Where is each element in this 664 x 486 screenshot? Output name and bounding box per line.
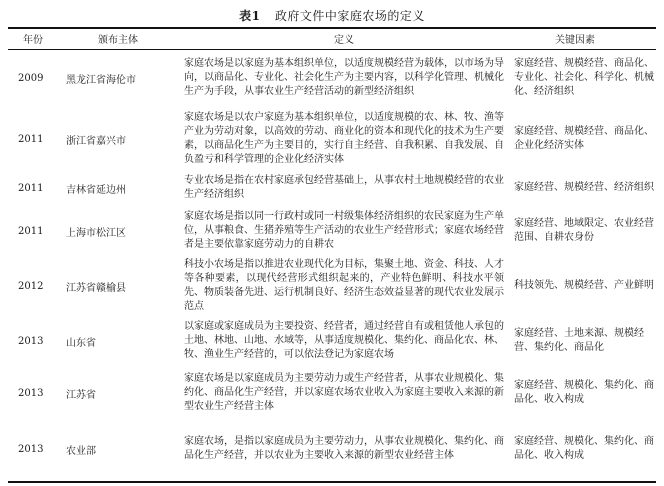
table-title: 政府文件中家庭农场的定义 <box>274 9 425 23</box>
row-keywords: 家庭经营、土地来源、规模经营、集约化、商品化 <box>514 328 644 353</box>
table-bottom-rule <box>8 481 656 483</box>
table-row <box>8 53 656 103</box>
row-entity: 农业部 <box>66 445 96 457</box>
table-row <box>8 208 656 254</box>
table-row <box>8 173 656 203</box>
row-definition: 家庭农场是以家庭成员为主要劳动力或生产经营者，从事农业规模化、集约化、商品化生产经营，并以家庭农场农业收入为家庭主要收入来源的新型农业生产经营主体 <box>184 373 504 412</box>
row-definition: 家庭农场是以农户家庭为基本组织单位，以适度规模的农、林、牧、渔等产业为劳动对象，以高效的劳动、商业化的资本和现代化的技术为生产要素，以商品化生产为主要目的，实行自主经营、自我积累、自我发展、自负盈亏和科学管理的企业化经济实体 <box>184 112 504 165</box>
table-number: 表1 <box>239 9 261 23</box>
row-keywords: 家庭经营、规模经营、经济组织 <box>514 182 654 193</box>
row-entity: 江苏省 <box>66 389 96 401</box>
row-keywords: 科技领先、规模经营、产业鲜明 <box>514 280 654 291</box>
row-year: 2013 <box>18 335 44 347</box>
row-year: 2011 <box>18 182 44 194</box>
row-entity: 山东省 <box>66 337 96 349</box>
row-keywords: 家庭经营、规模经营、商品化、企业化经济实体 <box>514 126 654 151</box>
row-entity: 上海市松江区 <box>66 227 126 239</box>
table-top-rule <box>8 27 656 29</box>
row-year: 2013 <box>18 443 44 455</box>
row-definition: 家庭农场，是指以家庭成员为主要劳动力，从事农业规模化、集约化、商品化生产经营，并以农业为主要收入来源的新型农业经营主体 <box>184 436 504 461</box>
row-entity: 江苏省赣榆县 <box>66 282 126 294</box>
row-keywords: 家庭经营、规模化、集约化、商品化、收入构成 <box>514 380 654 405</box>
header-definition: 定义 <box>334 35 354 46</box>
row-definition: 家庭农场是以家庭为基本组织单位，以适度规模经营为载体，以市场为导向，以商品化、专业化、社会化生产为主要内容，以科学化管理、机械化生产为手段，从事农业生产经营活动的新型经济组织 <box>184 58 504 97</box>
row-entity: 吉林省延边州 <box>66 184 126 196</box>
row-year: 2013 <box>18 387 44 399</box>
row-definition: 家庭农场是指以同一行政村或同一村级集体经济组织的农民家庭为生产单位，从事粮食、生猪养殖等生产活动的农业生产经营形式；家庭农场经营者是主要依靠家庭劳动力的自耕农 <box>184 211 504 250</box>
row-definition: 专业农场是指在农村家庭承包经营基础上，从事农村土地规模经营的农业生产经济组织 <box>184 175 504 200</box>
table-row <box>8 318 656 364</box>
row-definition: 科技小农场是指以推进农业现代化为目标，集聚土地、资金、科技、人才等各种要素，以现代经营形式组织起来的，产业特色鲜明、科技水平领先、物质装备先进、运行机制良好、经济生态效益显著的现代农业发展示范点 <box>184 259 504 312</box>
row-entity: 黑龙江省海伦市 <box>66 74 136 86</box>
row-year: 2011 <box>18 133 44 145</box>
header-keywords: 关键因素 <box>555 35 595 46</box>
header-year: 年份 <box>23 35 43 46</box>
row-keywords: 家庭经营、规模经营、商品化、专业化、社会化、科学化、机械化、经济组织 <box>514 58 654 97</box>
table-row <box>8 426 656 472</box>
row-entity: 浙江省嘉兴市 <box>66 135 126 147</box>
row-keywords: 家庭经营、规模化、集约化、商品化、收入构成 <box>514 436 654 461</box>
table-row <box>8 257 656 315</box>
table-header-rule <box>8 49 656 50</box>
table-row <box>8 107 656 171</box>
row-year: 2011 <box>18 225 44 237</box>
row-definition: 以家庭或家庭成员为主要投资、经营者，通过经营自有或租赁他人承包的土地、林地、山地、水域等，从事适度规模化、集约化、商品化农、林、牧、渔业生产经营的，可以依法登记为家庭农场 <box>184 321 504 360</box>
header-entity: 颁布主体 <box>98 35 138 46</box>
row-keywords: 家庭经营、地域限定、农业经营范围、自耕农身份 <box>514 218 654 243</box>
table-caption <box>0 7 664 24</box>
row-year: 2009 <box>18 72 44 84</box>
row-year: 2012 <box>18 280 44 292</box>
table-row <box>8 370 656 416</box>
